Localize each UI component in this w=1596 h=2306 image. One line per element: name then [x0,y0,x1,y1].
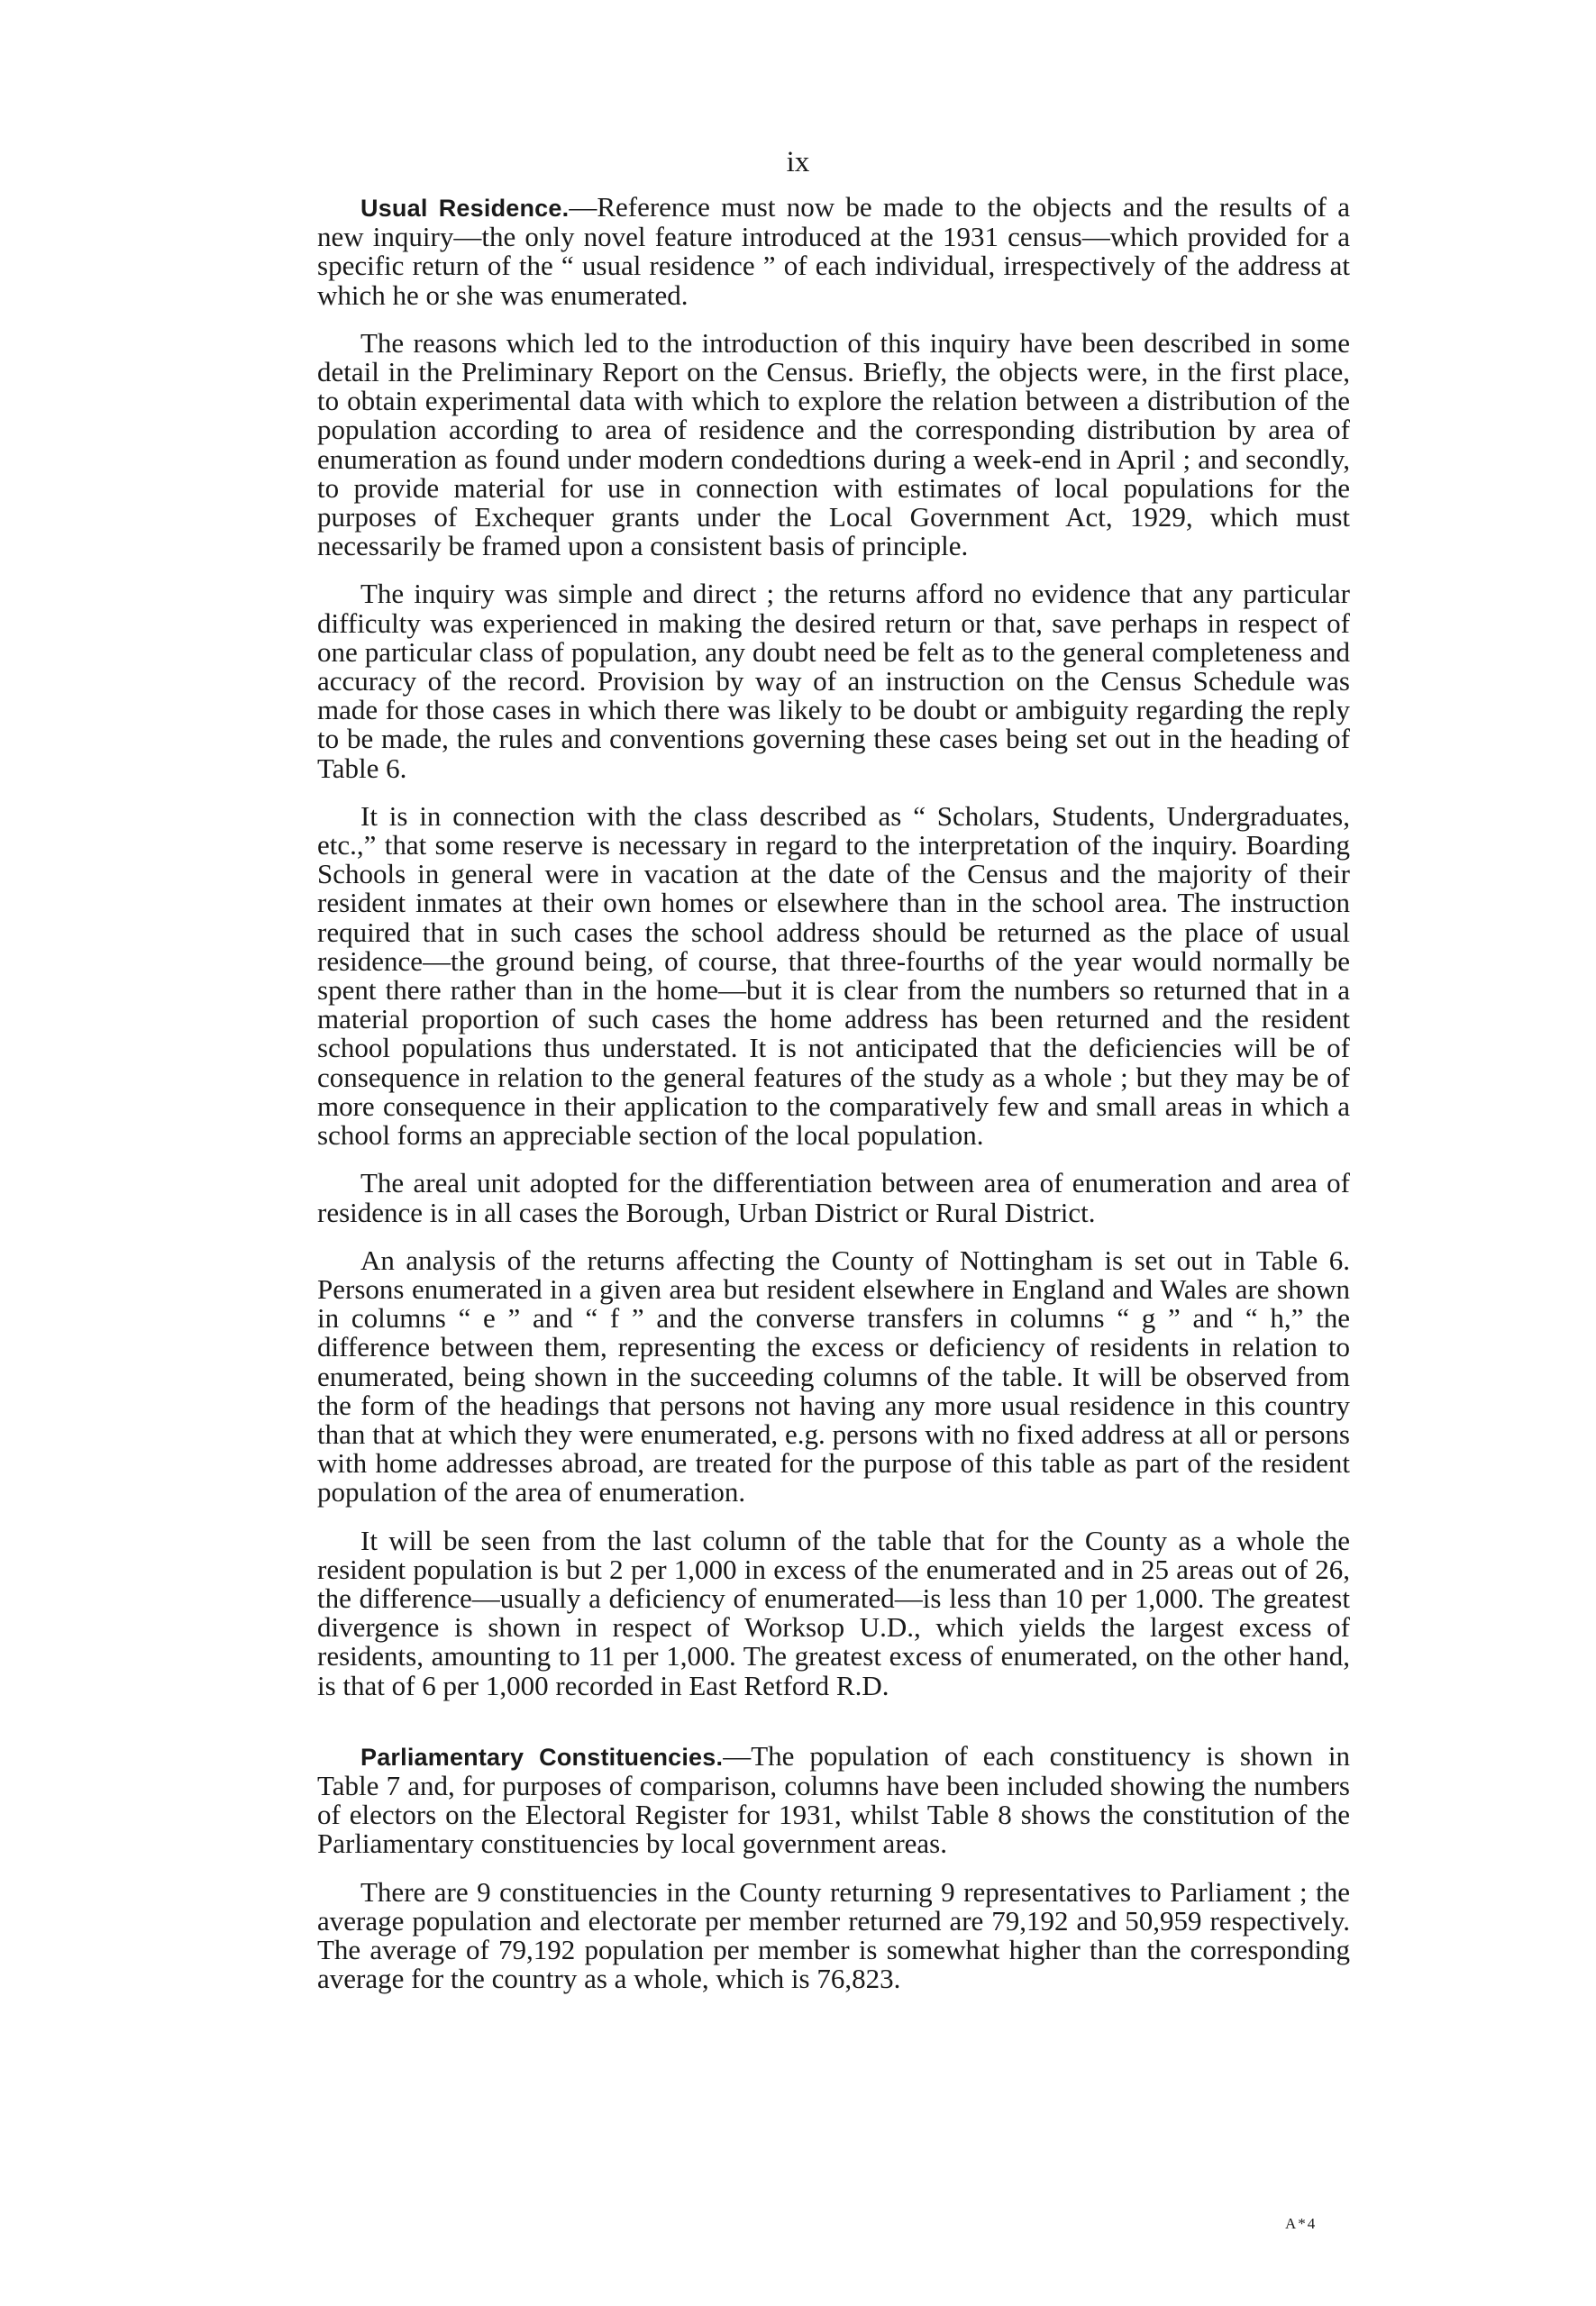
page-body [317,193,1350,2012]
paragraph-parliamentary-intro [317,1739,1350,1860]
paragraph-reasons: The reasons which led to the introduction of this inquiry have been described in some detail in the Preliminary Report on the Census. Briefly, the objects were, in the first place, to obtain experimental data with which to explore the relation between a distribution of the population according to area of residence and the corresponding distribution by area of enumeration as found under modern condedtions during a week-end in April ; and secondly, to provide material for use in connection with estimates of local populations for the purposes of Exchequer grants under the Local Government Act, 1929, which must necessarily be framed upon a consistent basis of principle. [317,326,1350,562]
page-number: ix [786,146,810,178]
paragraph-areal-unit: The areal unit adopted for the differentiation between area of enumeration and area of residence is in all cases the Borough, Urban District or Rural District. [317,1167,1350,1228]
paragraph-analysis-nottingham: An analysis of the returns affecting the County of Nottingham is set out in Table 6. Persons enumerated in a given area but resident elsewhere in England and Wales are shown in columns “ e ” and “ f ” and the converse transfers in columns “ g ” and “ h,” the difference between them, representing the excess or deficiency of residents in relation to enumerated, being shown in the succeeding columns of the table. It will be observed from the form of the headings that persons not having any more usual residence in this country than that at which they were enumerated, e.g. persons with no fixed address at all or persons with home addresses abroad, are treated for the purpose of this table as part of the resident population of the area of enumeration. [317,1244,1350,1508]
section-heading-usual-residence: Usual Residence. [360,195,570,222]
paragraph-inquiry-simple: The inquiry was simple and direct ; the returns afford no evidence that any particular difficulty was experienced in making the desired return or that, save perhaps in respect of one particular class of population, any doubt need be felt as to the general completeness and accuracy of the record. Provision by way of an instruction on the Census Schedule was made for those cases in which there was likely to be doubt or ambiguity regarding the reply to be made, the rules and conventions governing these cases being set out in the heading of Table 6. [317,578,1350,784]
paragraph-text: —The population of each constituency is shown in Table 7 and, for purposes of comparison, columns have been included showing the numbers of electors on the Electoral Register for 1931, whilst Table 8 shows the constitution of the Parliamentary constituencies by local government areas. [317,1739,1350,1860]
paragraph-text: —Reference must now be made to the objects and the results of a new inquiry—the only novel feature introduced at the 1931 census—which provided for a specific return of the “ usual residence ” of each individual, irrespectively of the address at which he or she was enumerated. [317,191,1351,311]
section-heading-parliamentary-constituencies: Parliamentary Constituencies. [360,1743,724,1771]
paragraph-constituencies-count: There are 9 constituencies in the County returning 9 representatives to Parliament ; the average population and electorate per member returned are 79,192 and 50,959 respectively. The average of 79,192 population per member is somewhat higher than the corresponding average for the country as a whole, which is 76,823. [317,1875,1350,1995]
paragraph-usual-residence-intro [317,193,1350,310]
signature-mark: A*4 [1285,2215,1318,2232]
paragraph-last-column: It will be seen from the last column of the table that for the County as a whole the resident population is but 2 per 1,000 in excess of the enumerated and in 25 areas out of 26, the difference—usually a deficiency of enumerated—is less than 10 per 1,000. The greatest divergence is shown in respect of Worksop U.D., which yields the largest excess of residents, amounting to 11 per 1,000. The greatest excess of enumerated, on the other hand, is that of 6 per 1,000 recorded in East Retford R.D. [317,1524,1350,1701]
paragraph-scholars: It is in connection with the class described as “ Scholars, Students, Undergraduates, etc.,” that some reserve is necessary in regard to the interpretation of the inquiry. Boarding Schools in general were in vacation at the date of the Census and the majority of their resident inmates at their own homes or elsewhere than in the school area. The instruction required that in such cases the school address should be returned as the place of usual residence—the ground being, of course, that three-fourths of the year would normally be spent there rather than in the home—but it is clear from the numbers so returned that in a material proportion of such cases the home address has been returned and the resident school populations thus understated. It is not anticipated that the deficiencies will be of consequence in relation to the general features of the study as a whole ; but they may be of more consequence in their application to the comparatively few and small areas in which a school forms an appreciable section of the local population. [317,799,1350,1152]
